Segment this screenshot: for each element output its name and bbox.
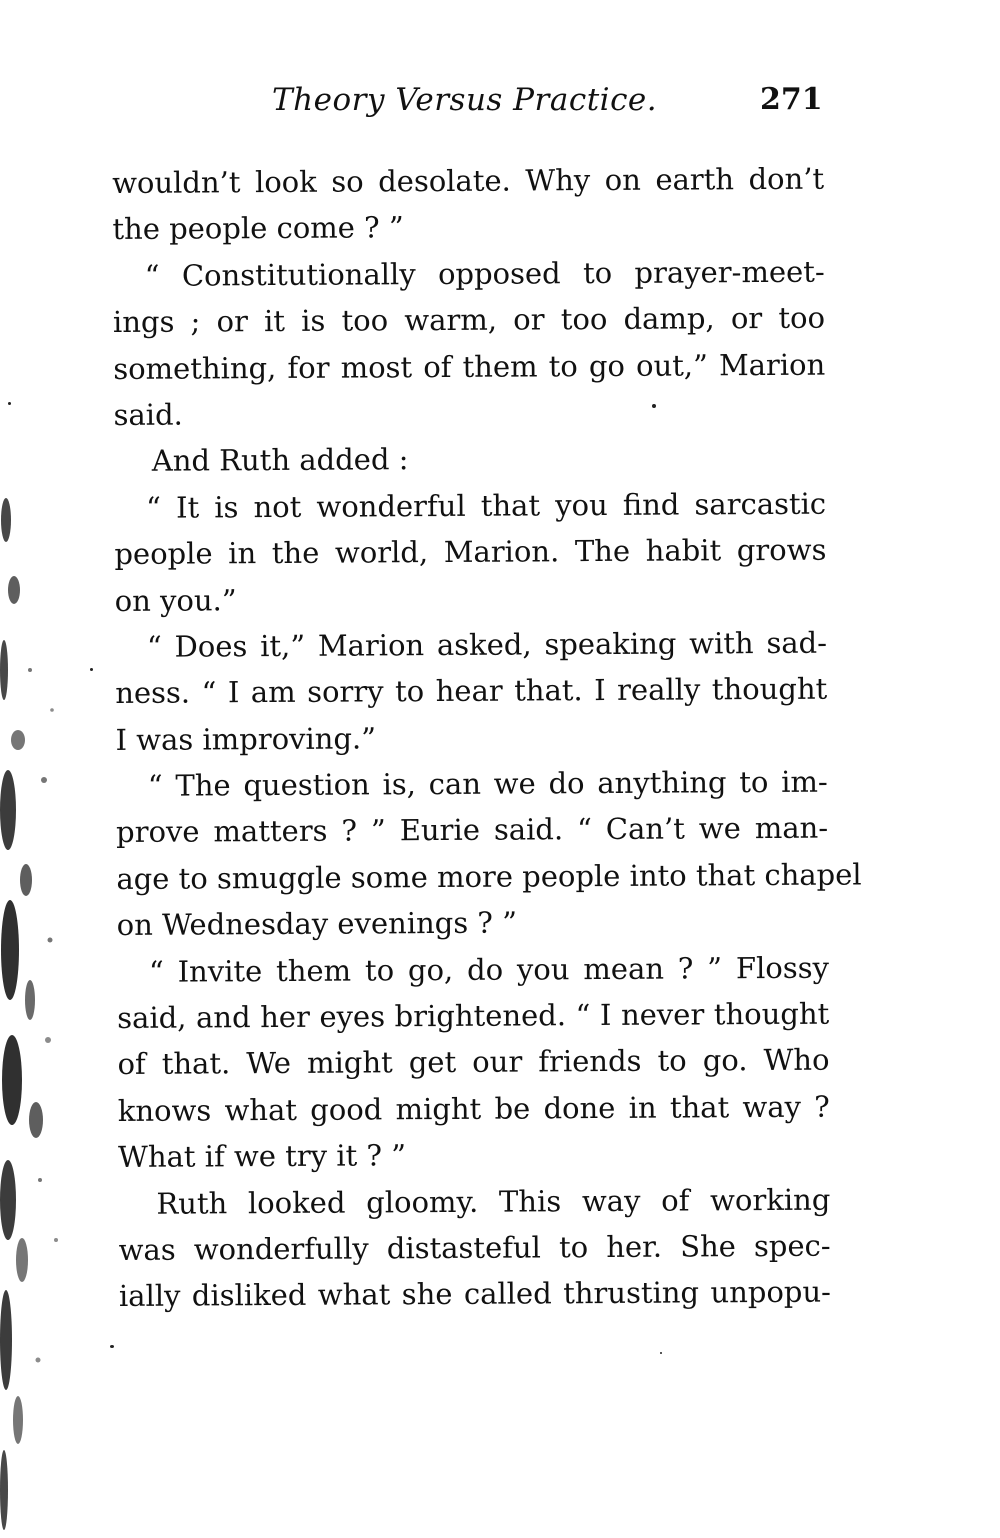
text-line: people in the world, Marion. The habit grows (114, 532, 827, 572)
text-line: the people come ? ” (112, 210, 404, 247)
text-line: said. (113, 397, 183, 432)
text-line: ially disliked what she called thrusting unpopu- (118, 1275, 832, 1314)
ink-speck (652, 404, 656, 408)
text-line: “ It is not wonderful that you find sarcastic (146, 486, 827, 525)
running-header (0, 82, 1000, 132)
running-title: Theory Versus Practice. (272, 82, 658, 118)
text-line: I was improving.” (115, 721, 377, 757)
text-line: age to smuggle some more people into that chapel (116, 857, 862, 896)
text-line: “ Invite them to go, do you mean ? ” Flossy (148, 950, 830, 989)
text-line: knows what good might be done in that way ? (117, 1089, 830, 1128)
ink-speck (90, 668, 93, 671)
text-line: And Ruth added : (151, 442, 409, 479)
page-number: 271 (760, 82, 823, 117)
text-line: said, and her eyes brightened. “ I never thought (117, 996, 830, 1036)
text-line: on Wednesday evenings ? ” (116, 905, 518, 943)
text-line: ness. “ I am sorry to hear that. I really thought (115, 671, 828, 711)
ink-speck (8, 402, 11, 405)
text-line: on you.” (114, 582, 237, 618)
text-line: of that. We might get our friends to go. Who (117, 1043, 830, 1082)
text-line: prove matters ? ” Eurie said. “ Can’t we man- (116, 811, 829, 850)
ink-speck (660, 1352, 662, 1354)
text-line: “ The question is, can we do anything to im- (147, 764, 828, 803)
text-line: What if we try it ? ” (117, 1138, 407, 1175)
body-text (112, 156, 862, 1320)
text-line: wouldn’t look so desolate. Why on earth don’t (112, 161, 825, 200)
page-edge-smudge (0, 480, 72, 1538)
text-line: “ Does it,” Marion asked, speaking with sad- (146, 625, 828, 664)
text-line: “ Constitutionally opposed to prayer-meet- (144, 254, 825, 293)
text-line: something, for most of them to go out,” Marion (113, 347, 826, 386)
text-line: Ruth looked gloomy. This way of working (156, 1182, 831, 1221)
text-line: ings ; or it is too warm, or too damp, or too (112, 300, 826, 340)
ink-speck (110, 1345, 114, 1348)
text-line: was wonderfully distasteful to her. She spec- (118, 1228, 831, 1267)
